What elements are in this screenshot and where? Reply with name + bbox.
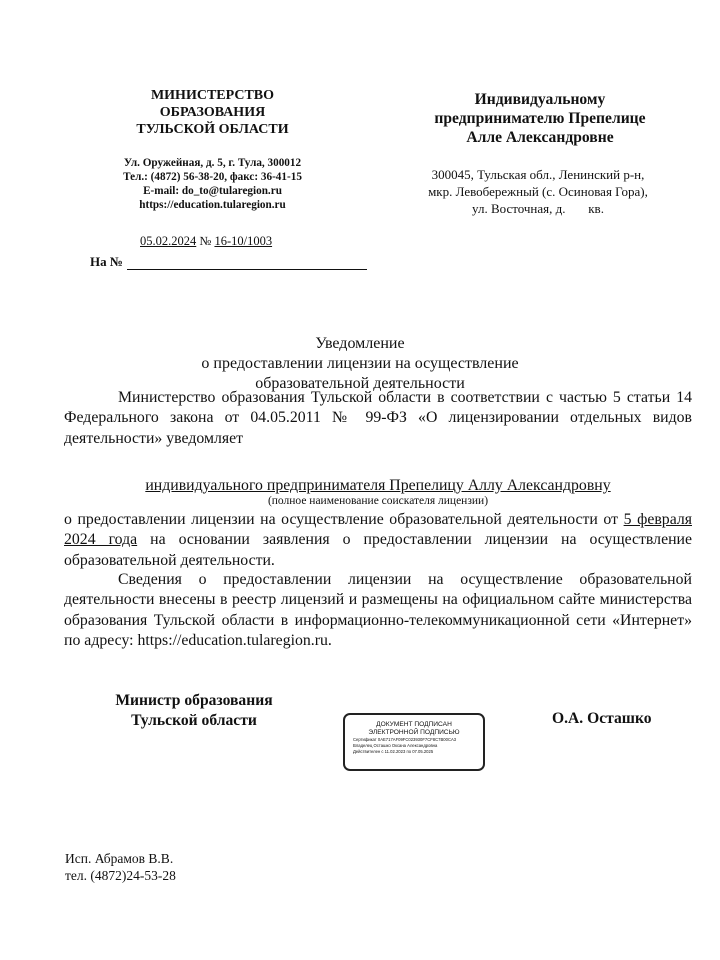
stamp-owner: Владелец Осташко Оксана Александровна xyxy=(353,743,438,748)
stamp-certificate: Сертификат 0AE717AF09FC023930F7CF8C7B00CA3 xyxy=(353,737,457,742)
recipient-name xyxy=(405,90,675,147)
ministry-line-2: ОБРАЗОВАНИЯ xyxy=(159,105,266,120)
notice-title-line-2: о предоставлении лицензии на осуществление xyxy=(201,355,519,372)
signatory-position xyxy=(100,691,288,731)
sender-ministry-name xyxy=(100,87,325,138)
stamp-title xyxy=(345,721,483,737)
recipient-address xyxy=(398,166,678,217)
recipient-line-2: предпринимателю Препелице xyxy=(434,110,646,127)
paragraph-2-end: на основании заявления о предоставлении лицензии на осуществление образовательной деятельности. xyxy=(64,531,692,569)
stamp-validity: Действителен с 11.02.2023 по 07.05.2025 xyxy=(353,749,434,754)
signatory-position-line-1: Министр образования xyxy=(115,692,273,709)
ministry-line-3: ТУЛЬСКОЙ ОБЛАСТИ xyxy=(136,122,289,137)
executor-phone: тел. (4872)24-53-28 xyxy=(65,868,176,883)
ministry-line-1: МИНИСТЕРСТВО xyxy=(150,88,275,103)
signatory-name: О.А. Осташко xyxy=(552,710,652,727)
applicant-name: индивидуального предпринимателя Препелицу Аллу Александровну xyxy=(145,477,611,494)
signatory-position-line-2: Тульской области xyxy=(131,712,257,729)
registration-number: 16-10/1003 xyxy=(214,234,273,248)
sender-contacts xyxy=(100,156,325,212)
body-paragraph-2 xyxy=(64,510,692,571)
executor-info xyxy=(65,850,176,884)
notice-title-line-3: образовательной деятельности xyxy=(255,375,465,392)
recipient-address-line-1: 300045, Тульская обл., Ленинский р-н, xyxy=(431,167,645,182)
license-date: 5 февраля 2024 года xyxy=(64,511,692,549)
notice-title-line-1: Уведомление xyxy=(315,335,405,352)
reference-label: На № xyxy=(90,254,123,269)
recipient-address-line-3: ул. Восточная, д. кв. xyxy=(472,201,604,216)
recipient-address-line-2: мкр. Левобережный (с. Осиновая Гора), xyxy=(428,184,648,199)
registration-line xyxy=(140,234,272,249)
registration-number-sign: № xyxy=(199,234,212,248)
registration-date: 05.02.2024 xyxy=(140,234,197,248)
recipient-line-1: Индивидуальному xyxy=(474,91,606,108)
sender-address: Ул. Оружейная, д. 5, г. Тула, 300012 xyxy=(123,157,302,169)
sender-email: E-mail: do_to@tularegion.ru xyxy=(143,185,282,197)
electronic-signature-stamp xyxy=(343,713,485,771)
recipient-line-3: Алле Александровне xyxy=(466,129,614,146)
applicant-name-line xyxy=(64,476,692,496)
body-paragraph-1: Министерство образования Тульской области в соответствии с частью 5 статьи 14 Федерального закона от 04.05.2011 № 99-ФЗ «О лицензировании отдельных видов деятельности» уведомляет xyxy=(64,389,692,447)
body-paragraph-3: Сведения о предоставлении лицензии на осуществление образовательной деятельности внесены в реестр лицензий и размещены на официальном сайте министерства образования Тульской области в информационно-телекоммуникационной сети «Интернет» по адресу: https://education.tularegion.ru. xyxy=(64,571,692,649)
applicant-caption: (полное наименование соискателя лицензии) xyxy=(267,495,489,507)
stamp-title-line-1: ДОКУМЕНТ ПОДПИСАН xyxy=(376,721,452,728)
sender-website: https://education.tularegion.ru xyxy=(139,199,286,211)
sender-phone: Тел.: (4872) 56-38-20, факс: 36-41-15 xyxy=(123,171,302,183)
notice-title xyxy=(150,334,570,394)
stamp-title-line-2: ЭЛЕКТРОННОЙ ПОДПИСЬЮ xyxy=(368,729,460,736)
paragraph-2-start: о предоставлении лицензии на осуществление образовательной деятельности от xyxy=(64,511,624,528)
reference-blank xyxy=(127,256,367,270)
executor-name: Исп. Абрамов В.В. xyxy=(65,851,174,866)
reference-line xyxy=(90,254,367,270)
